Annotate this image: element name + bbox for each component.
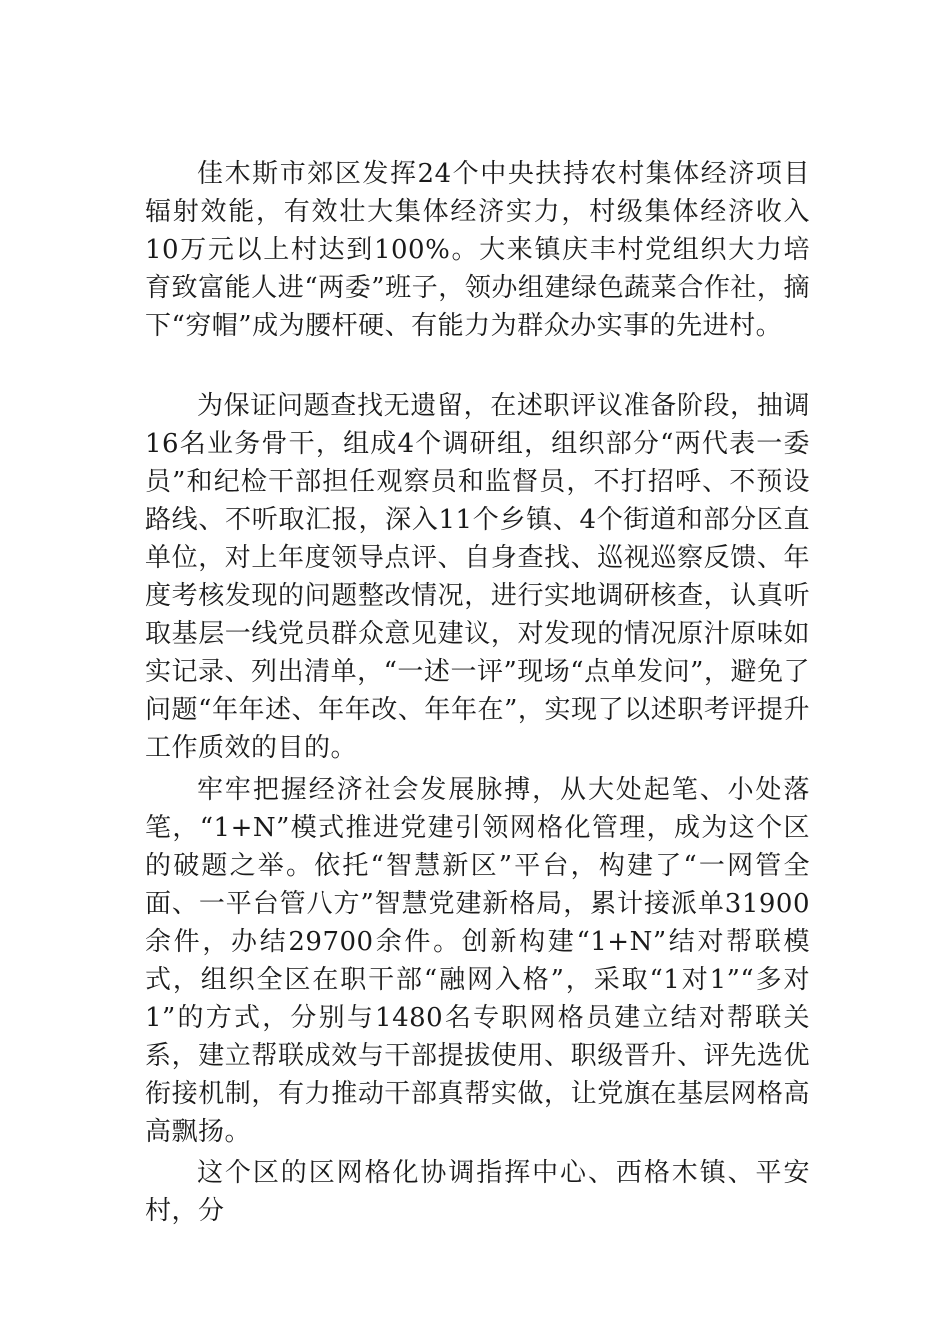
paragraph-4: 这个区的区网格化协调指挥中心、西格木镇、平安村，分 xyxy=(145,1158,810,1226)
paragraph-3: 牢牢把握经济社会发展脉搏，从大处起笔、小处落笔，“1+N”模式推进党建引领网格化管理，成为这个区的破题之举。依托“智慧新区”平台，构建了“一网管全面、一平台管八方”智慧党建新格局，累计接派单31900余件，办结29700余件。创新构建“1+N”结对帮联模式，组织全区在职干部“融网入格”，采取“1对1”“多对1”的方式，分别与1480名专职网格员建立结对帮联关系，建立帮联成效与干部提拔使用、职级晋升、评先选优衔接机制，有力推动干部真帮实做，让党旗在基层网格高高飘扬。 xyxy=(145,775,810,1147)
paragraph-2: 为保证问题查找无遗留，在述职评议准备阶段，抽调16名业务骨干，组成4个调研组，组织部分“两代表一委员”和纪检干部担任观察员和监督员，不打招呼、不预设路线、不听取汇报，深入11个乡镇、4个街道和部分区直单位，对上年度领导点评、自身查找、巡视巡察反馈、年度考核发现的问题整改情况，进行实地调研核查，认真听取基层一线党员群众意见建议，对发现的情况原汁原味如实记录、列出清单，“一述一评”现场“点单发问”，避免了问题“年年述、年年改、年年在”，实现了以述职考评提升工作质效的目的。 xyxy=(145,391,810,763)
paragraph-1: 佳木斯市郊区发挥24个中央扶持农村集体经济项目辐射效能，有效壮大集体经济实力，村级集体经济收入10万元以上村达到100%。大来镇庆丰村党组织大力培育致富能人进“两委”班子，领办组建绿色蔬菜合作社，摘下“穷帽”成为腰杆硬、有能力为群众办实事的先进村。 xyxy=(145,159,810,341)
